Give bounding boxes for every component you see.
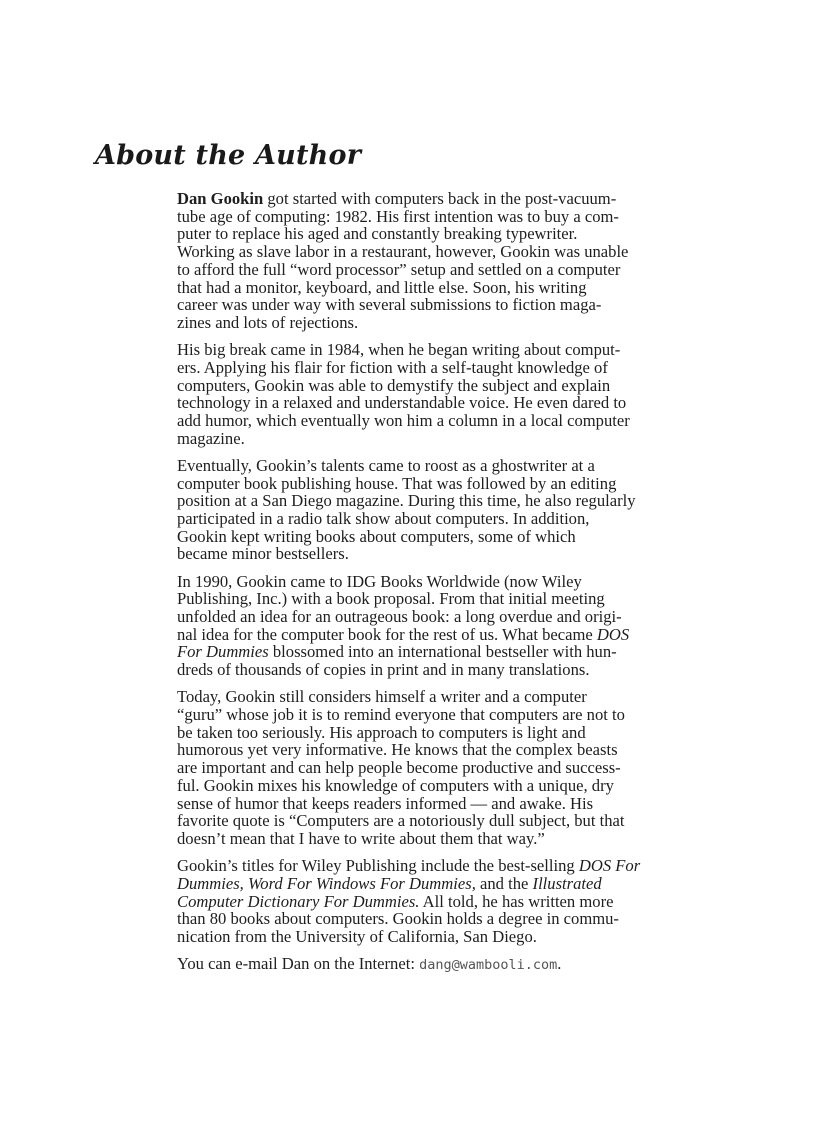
text-run: “guru” whose job it is to remind everyone that computers are not to (177, 704, 625, 724)
text-run: and the (475, 873, 533, 893)
book-title: Illustrated (532, 873, 602, 893)
text-line (177, 661, 725, 679)
text-run: became minor bestsellers. (177, 544, 349, 564)
text-run: dreds of thousands of copies in print and in many translations. (177, 660, 590, 680)
text-line (177, 573, 725, 591)
text-line (177, 759, 725, 777)
text-line (177, 457, 725, 475)
text-line (177, 545, 725, 563)
text-run: participated in a radio talk show about computers. In addition, (177, 508, 590, 528)
text-line (177, 279, 725, 297)
text-run: ful. Gookin mixes his knowledge of computers with a unique, dry (177, 775, 614, 795)
text-line (177, 314, 725, 332)
bio-paragraph (177, 457, 725, 563)
text-run: zines and lots of rejections. (177, 312, 359, 332)
text-run: Today, Gookin still considers himself a writer and a computer (177, 687, 587, 707)
text-line (177, 812, 725, 830)
bio-paragraph (177, 341, 725, 447)
bio-paragraph (177, 688, 725, 847)
bio-paragraph (177, 190, 725, 332)
text-run: doesn’t mean that I have to write about them that way.” (177, 828, 545, 848)
text-run: His big break came in 1984, when he began writing about comput- (177, 340, 621, 360)
text-run: add humor, which eventually won him a column in a local computer (177, 410, 630, 430)
text-run: nal idea for the computer book for the rest of us. What became (177, 624, 597, 644)
text-run: sense of humor that keeps readers informed — and awake. His (177, 793, 594, 813)
author-bio (177, 190, 725, 984)
page-title: About the Author (95, 140, 362, 171)
book-title: For Dummies (177, 642, 269, 662)
bio-paragraph (177, 955, 725, 975)
email-address: dang@wambooli.com (419, 957, 558, 974)
text-line (177, 724, 725, 742)
text-run: Gookin kept writing books about computers, some of which (177, 526, 576, 546)
text-line (177, 359, 725, 377)
text-line (177, 795, 725, 813)
text-line (177, 510, 725, 528)
text-run: that had a monitor, keyboard, and little else. Soon, his writing (177, 277, 587, 297)
text-line (177, 857, 725, 875)
book-title: Dummies, Word For Windows For Dummies, (177, 873, 476, 893)
text-line (177, 893, 725, 911)
text-line (177, 928, 725, 946)
text-run: Gookin’s titles for Wiley Publishing include the best-selling (177, 856, 579, 876)
text-run: computers, Gookin was able to demystify the subject and explain (177, 375, 611, 395)
text-line (177, 475, 725, 493)
text-line (177, 412, 725, 430)
text-run: Publishing, Inc.) with a book proposal. From that initial meeting (177, 589, 605, 609)
text-run: All told, he has written more (419, 891, 614, 911)
text-line (177, 626, 725, 644)
bio-paragraph (177, 573, 725, 679)
text-line (177, 243, 725, 261)
text-run: got started with computers back in the post-vacuum- (263, 189, 617, 208)
text-line (177, 341, 725, 359)
text-run: . (557, 954, 562, 974)
text-run: ers. Applying his flair for fiction with a self-taught knowledge of (177, 357, 608, 377)
text-run: be taken too seriously. His approach to computers is light and (177, 722, 586, 742)
text-run: to afford the full “word processor” setup and settled on a computer (177, 259, 621, 279)
book-title: Computer Dictionary For Dummies. (177, 891, 420, 911)
text-run: Working as slave labor in a restaurant, however, Gookin was unable (177, 242, 629, 262)
text-line (177, 910, 725, 928)
text-run: technology in a relaxed and understandable voice. He even dared to (177, 393, 627, 413)
text-line (177, 741, 725, 759)
text-run: position at a San Diego magazine. During this time, he also regularly (177, 491, 636, 511)
text-run: In 1990, Gookin came to IDG Books Worldwide (now Wiley (177, 571, 582, 591)
book-title: DOS (596, 624, 630, 644)
text-run: career was under way with several submissions to fiction maga- (177, 295, 602, 315)
text-line (177, 608, 725, 626)
text-line (177, 643, 725, 661)
text-run: You can e-mail Dan on the Internet: (177, 954, 420, 974)
text-line (177, 528, 725, 546)
text-line (177, 190, 725, 208)
text-run: Eventually, Gookin’s talents came to roost as a ghostwriter at a (177, 455, 595, 475)
text-run: than 80 books about computers. Gookin holds a degree in commu- (177, 909, 619, 929)
text-line (177, 296, 725, 314)
text-line (177, 225, 725, 243)
text-line (177, 590, 725, 608)
text-line (177, 394, 725, 412)
text-line (177, 777, 725, 795)
text-run: puter to replace his aged and constantly breaking typewriter. (177, 224, 578, 244)
text-run: nication from the University of California, San Diego. (177, 926, 537, 946)
text-run: humorous yet very informative. He knows that the complex beasts (177, 740, 618, 760)
book-title: DOS For (578, 856, 641, 876)
text-line (177, 875, 725, 893)
text-run: unfolded an idea for an outrageous book: a long overdue and origi- (177, 606, 622, 626)
text-line (177, 830, 725, 848)
text-run: blossomed into an international bestseller with hun- (268, 642, 617, 662)
text-line (177, 377, 725, 395)
text-line (177, 492, 725, 510)
text-line (177, 208, 725, 226)
text-run: computer book publishing house. That was followed by an editing (177, 473, 617, 493)
text-run: magazine. (177, 428, 245, 448)
text-line (177, 261, 725, 279)
author-name: Dan Gookin (177, 189, 264, 208)
text-line (177, 430, 725, 448)
text-line (177, 955, 725, 975)
bio-paragraph (177, 857, 725, 946)
text-run: are important and can help people become productive and success- (177, 758, 621, 778)
text-run: favorite quote is “Computers are a notoriously dull subject, but that (177, 811, 625, 831)
text-run: tube age of computing: 1982. His first intention was to buy a com- (177, 206, 619, 226)
text-line (177, 706, 725, 724)
text-line (177, 688, 725, 706)
